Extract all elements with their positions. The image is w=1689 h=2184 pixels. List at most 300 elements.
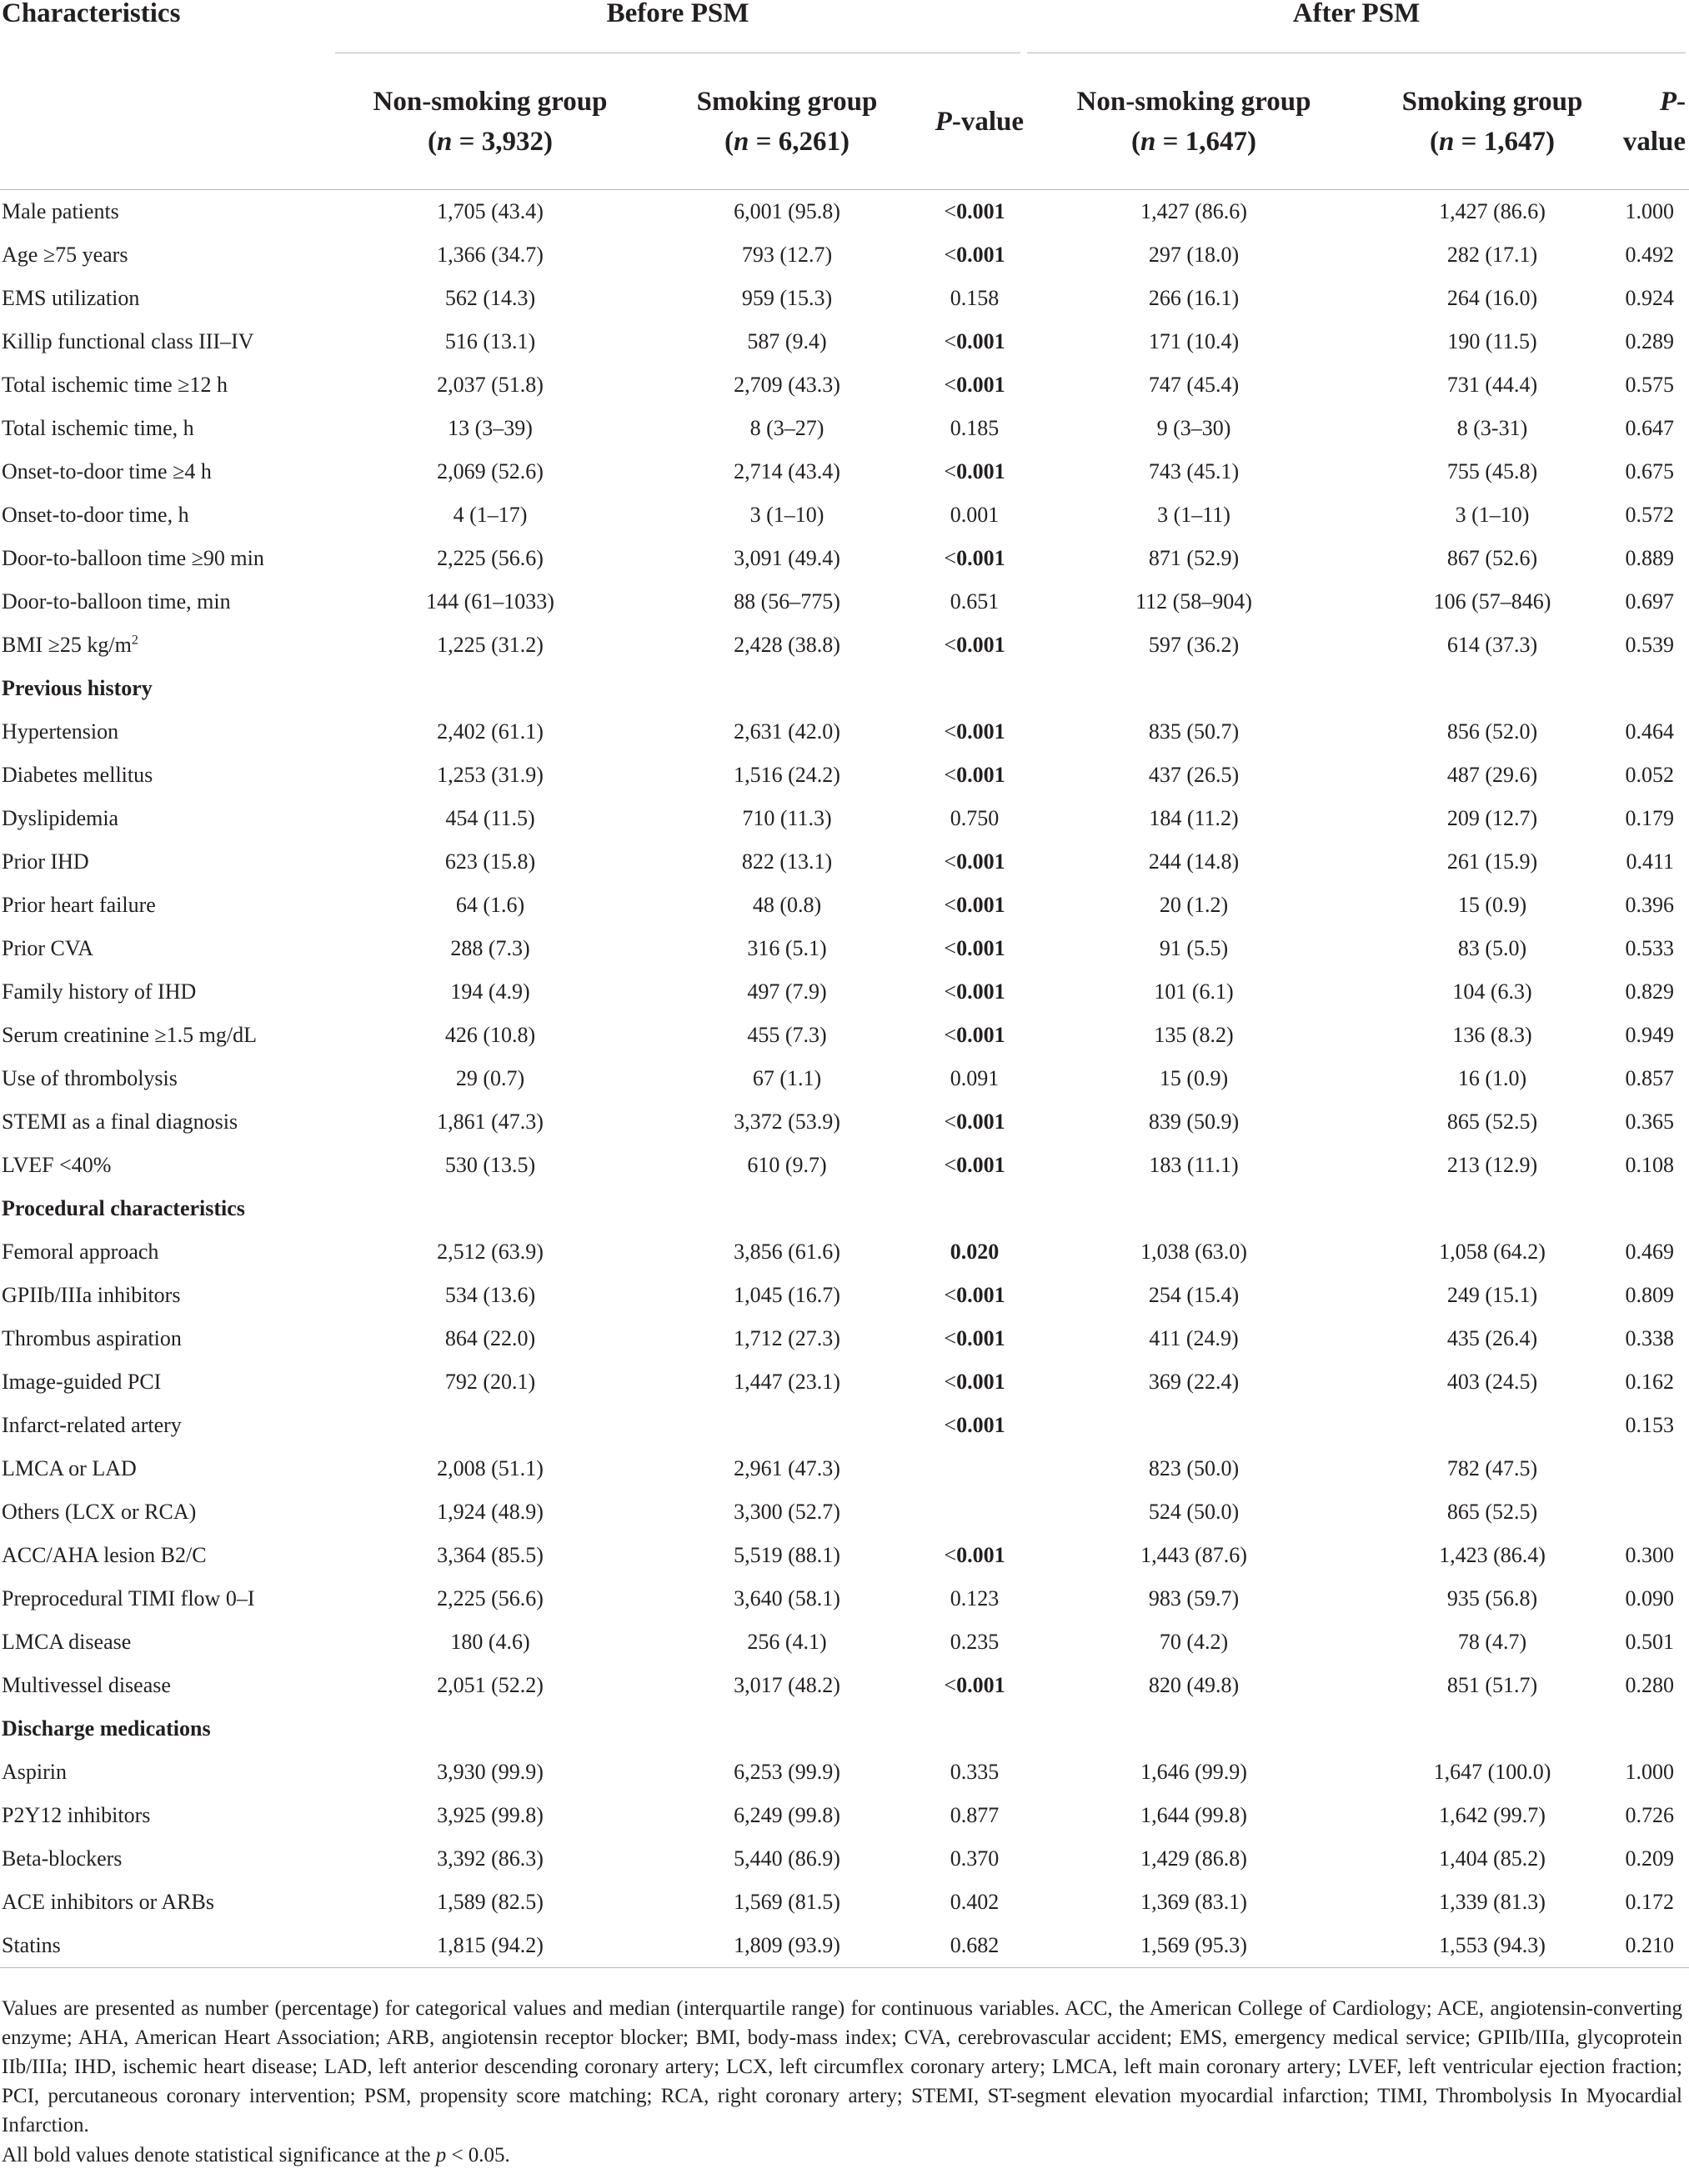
after-smoking-cell: 16 (1.0) [1457,1066,1527,1090]
empty-cell [1364,1187,1621,1230]
row-label: Prior IHD [2,849,89,874]
after-non-smoking-label: Non-smoking group [1076,86,1311,117]
before-non-smoking-cell: 623 (15.8) [444,849,536,874]
before-smoking-cell: 6,001 (95.8) [734,199,840,223]
table-row [0,1751,1689,1794]
after-p-value-cell: 0.829 [1625,979,1675,1004]
after-smoking-cell: 1,423 (86.4) [1439,1543,1546,1567]
before-p-value-cell: 0.370 [950,1846,1000,1871]
row-label: Killip functional class III–IV [2,329,254,353]
after-p-value-cell [1621,1490,1689,1534]
before-smoking-cell: 1,045 (16.7) [734,1283,840,1307]
after-non-smoking-cell: 597 (36.2) [1148,633,1240,657]
after-p-value-cell: 0.179 [1625,806,1675,830]
after-smoking-cell: 264 (16.0) [1446,286,1538,310]
after-p-value-cell: 0.052 [1625,763,1675,787]
after-smoking-cell: 935 (56.8) [1446,1586,1538,1610]
empty-cell [925,1187,1024,1230]
before-smoking-cell: 3,017 (48.2) [734,1673,840,1697]
after-p-value-cell: 0.501 [1625,1630,1675,1654]
section-label: Previous history [2,676,153,700]
empty-cell [649,1707,925,1751]
empty-cell [332,1707,649,1751]
before-p-value-cell: 0.750 [950,806,1000,830]
before-non-smoking-cell: 3,930 (99.9) [437,1760,544,1784]
table-row [0,1664,1689,1707]
after-smoking-cell: 1,647 (100.0) [1433,1760,1551,1784]
after-non-smoking-header [1024,35,1364,190]
before-p-value-cell: <0.001 [944,936,1005,960]
section-label: Discharge medications [2,1716,211,1741]
after-p-value-cell: 0.396 [1625,893,1675,917]
header-row-columns [0,35,1689,190]
after-non-smoking-cell: 171 (10.4) [1148,329,1240,353]
after-p-value-label: P-value [1622,86,1686,157]
header-blank [0,35,332,190]
after-p-value-cell: 0.162 [1625,1370,1675,1394]
before-p-value-cell: <0.001 [944,1023,1005,1047]
row-label: Door-to-balloon time, min [2,589,231,614]
before-non-smoking-cell: 562 (14.3) [444,286,536,310]
after-smoking-cell: 106 (57–846) [1433,589,1551,614]
after-p-value-cell: 0.647 [1625,416,1675,440]
after-p-value-cell: 0.209 [1625,1846,1675,1871]
after-non-smoking-cell: 91 (5.5) [1159,936,1229,960]
after-non-smoking-cell: 1,644 (99.8) [1140,1803,1247,1827]
before-p-value-cell: <0.001 [944,1370,1005,1394]
after-p-value-header [1621,35,1689,190]
before-non-smoking-cell: 2,069 (52.6) [437,459,544,483]
before-p-value-cell: <0.001 [944,199,1005,223]
before-non-smoking-cell: 180 (4.6) [450,1630,530,1654]
after-non-smoking-cell [1024,1404,1364,1447]
before-smoking-cell: 8 (3–27) [749,416,824,440]
before-smoking-cell: 455 (7.3) [747,1023,827,1047]
row-label: ACC/AHA lesion B2/C [2,1543,207,1567]
after-smoking-cell: 851 (51.7) [1446,1673,1538,1697]
row-label: Aspirin [2,1760,67,1784]
after-p-value-cell: 0.949 [1625,1023,1675,1047]
before-smoking-cell: 67 (1.1) [752,1066,822,1090]
after-non-smoking-cell: 266 (16.1) [1148,286,1240,310]
before-psm-label: Before PSM [606,0,749,28]
row-label: LMCA or LAD [2,1456,137,1480]
after-p-value-cell: 0.726 [1625,1803,1675,1827]
after-non-smoking-cell: 983 (59.7) [1148,1586,1240,1610]
before-p-value-cell: 0.123 [950,1586,1000,1610]
row-label: EMS utilization [2,286,140,310]
after-smoking-cell: 435 (26.4) [1446,1326,1538,1350]
empty-cell [1621,1187,1689,1230]
after-p-value-cell: 0.280 [1625,1673,1675,1697]
row-label: Beta-blockers [2,1846,123,1871]
empty-cell [1024,1707,1364,1751]
row-label: Onset-to-door time ≥4 h [2,459,212,483]
table-row [0,927,1689,970]
before-p-value-cell: <0.001 [944,1673,1005,1697]
table-row [0,363,1689,407]
before-non-smoking-cell: 454 (11.5) [445,806,535,830]
before-p-value-cell: 0.877 [950,1803,1000,1827]
after-p-value-cell: 0.108 [1625,1153,1675,1177]
before-non-smoking-cell: 2,512 (63.9) [437,1240,544,1264]
before-non-smoking-cell: 1,924 (48.9) [437,1500,544,1524]
row-label: Male patients [2,199,119,223]
after-smoking-cell: 261 (15.9) [1446,849,1538,874]
after-non-smoking-cell: 112 (58–904) [1135,589,1252,614]
after-smoking-cell: 213 (12.9) [1446,1153,1538,1177]
row-label: ACE inhibitors or ARBs [2,1890,214,1914]
after-smoking-cell: 867 (52.6) [1446,546,1538,570]
after-p-value-cell: 0.464 [1625,719,1675,744]
table-row [0,1317,1689,1360]
before-smoking-cell: 6,253 (99.9) [734,1760,840,1784]
after-p-value-cell: 0.533 [1625,936,1675,960]
table-row [0,710,1689,754]
after-p-value-cell: 0.889 [1625,546,1675,570]
empty-cell [332,1187,649,1230]
before-non-smoking-cell: 194 (4.9) [450,979,530,1004]
after-psm-header [1024,0,1689,35]
before-p-value-cell: 0.235 [950,1630,1000,1654]
row-label: Hypertension [2,719,119,744]
after-non-smoking-cell: 1,429 (86.8) [1140,1846,1247,1871]
after-p-value-cell: 0.172 [1625,1890,1675,1914]
after-smoking-cell: 865 (52.5) [1446,1110,1538,1134]
table-row [0,1534,1689,1577]
table-row [0,970,1689,1014]
row-label: Statins [2,1933,61,1957]
after-smoking-cell: 865 (52.5) [1446,1500,1538,1524]
after-non-smoking-cell: 1,369 (83.1) [1140,1890,1247,1914]
table-row [0,1577,1689,1620]
before-non-smoking-cell: 29 (0.7) [455,1066,525,1090]
table-row [0,754,1689,797]
row-label: Preprocedural TIMI flow 0–I [2,1586,255,1610]
before-p-value-cell: <0.001 [944,893,1005,917]
after-smoking-cell: 755 (45.8) [1446,459,1538,483]
before-smoking-label: Smoking group [696,86,878,117]
before-p-value-label: P-value [935,106,1024,137]
after-smoking-cell: 8 (3-31) [1456,416,1528,440]
before-smoking-cell: 1,447 (23.1) [734,1370,840,1394]
after-smoking-cell [1364,1404,1621,1447]
table-row [0,580,1689,624]
after-p-value-cell: 0.411 [1626,849,1675,874]
before-smoking-cell: 710 (11.3) [742,806,832,830]
after-non-smoking-cell: 1,646 (99.9) [1140,1760,1247,1784]
empty-cell [1024,1187,1364,1230]
before-p-value-cell: 0.402 [950,1890,1000,1914]
after-non-smoking-cell: 101 (6.1) [1154,979,1234,1004]
after-smoking-n: (n = 1,647) [1430,126,1555,157]
before-smoking-cell: 793 (12.7) [741,243,833,267]
row-label: Others (LCX or RCA) [2,1500,197,1524]
row-label: BMI ≥25 $kg/m^2$ [2,633,138,657]
after-p-value-cell: 0.857 [1625,1066,1675,1090]
after-p-value-cell: 0.338 [1625,1326,1675,1350]
before-smoking-cell: 2,631 (42.0) [734,719,840,744]
before-non-smoking-cell: 1,366 (34.7) [437,243,544,267]
row-label: Total ischemic time, h [2,416,194,440]
before-smoking-cell: 3,300 (52.7) [734,1500,840,1524]
after-p-value-cell: 0.300 [1625,1543,1675,1567]
after-p-value-cell: 0.210 [1625,1933,1675,1957]
table-row [0,1794,1689,1837]
after-smoking-cell: 403 (24.5) [1446,1370,1538,1394]
after-smoking-cell: 1,642 (99.7) [1439,1803,1546,1827]
before-non-smoking-header [332,35,649,190]
after-non-smoking-cell: 1,038 (63.0) [1140,1240,1247,1264]
after-smoking-cell: 856 (52.0) [1446,719,1538,744]
table-row [0,1057,1689,1100]
before-p-value-cell: <0.001 [944,1413,1005,1437]
after-p-value-cell: 0.090 [1625,1586,1675,1610]
row-label: Serum creatinine ≥1.5 mg/dL [2,1023,257,1047]
before-smoking-cell: 2,709 (43.3) [734,373,840,397]
after-non-smoking-cell: 15 (0.9) [1159,1066,1229,1090]
before-psm-header [332,0,1024,35]
after-smoking-cell: 209 (12.7) [1446,806,1538,830]
table-row [0,1924,1689,1968]
before-non-smoking-cell: 516 (13.1) [444,329,536,353]
before-smoking-cell: 2,428 (38.8) [734,633,840,657]
after-p-value-cell: 0.924 [1625,286,1675,310]
before-p-value-cell: 0.020 [950,1240,1000,1264]
before-p-value-cell: <0.001 [944,459,1005,483]
before-non-smoking-cell: 3,364 (85.5) [437,1543,544,1567]
after-smoking-cell: 83 (5.0) [1457,936,1527,960]
after-non-smoking-cell: 437 (26.5) [1148,763,1240,787]
before-non-smoking-cell: 2,225 (56.6) [437,546,544,570]
empty-cell [1024,667,1364,710]
row-label: Use of thrombolysis [2,1066,178,1090]
row-label: Thrombus aspiration [2,1326,182,1350]
table-row [0,1490,1689,1534]
row-label: P2Y12 inhibitors [2,1803,151,1827]
before-smoking-cell: 6,249 (99.8) [734,1803,840,1827]
before-non-smoking-cell: 64 (1.6) [455,893,525,917]
before-p-value-cell: 0.651 [950,589,1000,614]
after-non-smoking-cell: 254 (15.4) [1148,1283,1240,1307]
after-non-smoking-cell: 1,569 (95.3) [1140,1933,1247,1957]
before-non-smoking-cell: 792 (20.1) [444,1370,536,1394]
after-p-value-cell: 0.153 [1625,1413,1675,1437]
before-p-value-cell: 0.185 [950,416,1000,440]
before-non-smoking-cell: 1,861 (47.3) [437,1110,544,1134]
before-non-smoking-cell: 426 (10.8) [444,1023,536,1047]
after-non-smoking-cell: 747 (45.4) [1148,373,1240,397]
before-p-value-cell: <0.001 [944,1543,1005,1567]
section-label: Procedural characteristics [2,1196,245,1220]
before-p-value-cell: 0.091 [950,1066,1000,1090]
before-smoking-cell: 316 (5.1) [747,936,827,960]
header-row-groups [0,0,1689,35]
row-label: Prior CVA [2,936,94,960]
before-p-value-cell: <0.001 [944,633,1005,657]
footnote: Values are presented as number (percentage) for categorical values and median (interquartile range) for continuous variables. ACC, the American College of Cardiology; ACE, angiotensin-converting enzyme; AHA, American Heart Association; ARB, angiotensin receptor blocker; BMI, body-mass index; CVA, cerebrovascular accident; EMS, emergency medical service; GPIIb/IIIa, glycoprotein IIb/IIIa; IHD, ischemic heart disease; LAD, left anterior descending coronary artery; LCX, left circumflex coronary artery; LMCA, left main coronary artery; LVEF, left ventricular ejection fraction; PCI, percutaneous coronary intervention; PSM, propensity score matching; RCA, right coronary artery; STEMI, ST-segment elevation myocardial infarction; TIMI, Thrombolysis In Myocardial Infarction. [2,1997,1682,2136]
table-row [0,450,1689,493]
table-row [0,1404,1689,1447]
after-non-smoking-cell: 1,443 (87.6) [1140,1543,1247,1567]
before-smoking-cell: 822 (13.1) [741,849,833,874]
after-non-smoking-n: (n = 1,647) [1131,126,1256,157]
row-label: LVEF <40% [2,1153,112,1177]
before-p-value-cell: <0.001 [944,373,1005,397]
empty-cell [332,667,649,710]
after-smoking-cell: 15 (0.9) [1457,893,1527,917]
after-smoking-cell: 78 (4.7) [1457,1630,1527,1654]
table-row [0,277,1689,320]
before-smoking-cell: 2,714 (43.4) [734,459,840,483]
empty-cell [1364,667,1621,710]
before-p-value-cell: <0.001 [944,1283,1005,1307]
before-non-smoking-cell: 534 (13.6) [444,1283,536,1307]
before-non-smoking-cell: 4 (1–17) [453,503,528,527]
before-smoking-header [649,35,925,190]
before-p-value-cell: <0.001 [944,849,1005,874]
before-p-value-cell: 0.001 [950,503,1000,527]
table-row [0,797,1689,840]
after-smoking-cell: 731 (44.4) [1446,373,1538,397]
after-p-value-cell: 0.539 [1625,633,1675,657]
before-smoking-cell: 610 (9.7) [747,1153,827,1177]
after-smoking-cell: 614 (37.3) [1446,633,1538,657]
before-non-smoking-cell: 1,225 (31.2) [437,633,544,657]
after-non-smoking-cell: 183 (11.1) [1149,1153,1239,1177]
before-non-smoking-n: (n = 3,932) [428,126,553,157]
row-label: Dyslipidemia [2,806,119,830]
section-row [0,1187,1689,1230]
table-row [0,1014,1689,1057]
section-row [0,1707,1689,1751]
before-non-smoking-cell: 2,008 (51.1) [437,1456,544,1480]
after-smoking-cell: 487 (29.6) [1446,763,1538,787]
table-row [0,1881,1689,1924]
row-label: STEMI as a final diagnosis [2,1110,238,1134]
before-p-value-cell: 0.682 [950,1933,1000,1957]
table-row [0,1447,1689,1490]
after-non-smoking-cell: 1,427 (86.6) [1140,199,1247,223]
after-smoking-cell: 249 (15.1) [1446,1283,1538,1307]
before-p-value-cell: <0.001 [944,1153,1005,1177]
table-row [0,1144,1689,1187]
before-smoking-cell: 3,372 (53.9) [734,1110,840,1134]
table-row [0,320,1689,363]
before-smoking-cell: 88 (56–775) [734,589,840,614]
before-smoking-cell: 2,961 (47.3) [734,1456,840,1480]
before-smoking-cell: 959 (15.3) [741,286,833,310]
table-row [0,537,1689,580]
before-p-value-cell: 0.335 [950,1760,1000,1784]
empty-cell [925,1707,1024,1751]
section-row [0,667,1689,710]
after-p-value-cell: 0.289 [1625,329,1675,353]
before-non-smoking-cell: 2,051 (52.2) [437,1673,544,1697]
after-smoking-cell: 1,058 (64.2) [1439,1240,1546,1264]
before-non-smoking-cell: 1,705 (43.4) [437,199,544,223]
after-smoking-cell: 3 (1–10) [1455,503,1530,527]
table-row [0,407,1689,450]
after-psm-label: After PSM [1292,0,1421,28]
footnote-significance: All bold values denote statistical significance at the p < 0.05. [2,2144,510,2166]
after-non-smoking-cell: 3 (1–11) [1157,503,1230,527]
before-smoking-n: (n = 6,261) [724,126,850,157]
before-non-smoking-cell [332,1404,649,1447]
empty-cell [1621,667,1689,710]
after-non-smoking-cell: 297 (18.0) [1148,243,1240,267]
before-p-value-cell [925,1447,1024,1490]
before-non-smoking-cell: 1,253 (31.9) [437,763,544,787]
after-p-value-cell [1621,1447,1689,1490]
after-non-smoking-cell: 9 (3–30) [1156,416,1231,440]
before-non-smoking-cell: 1,589 (82.5) [437,1890,544,1914]
row-label: Age ≥75 years [2,243,128,267]
after-non-smoking-cell: 411 (24.9) [1149,1326,1239,1350]
before-non-smoking-cell: 288 (7.3) [450,936,530,960]
after-non-smoking-cell: 184 (11.2) [1149,806,1239,830]
after-non-smoking-cell: 835 (50.7) [1148,719,1240,744]
row-label: Onset-to-door time, h [2,503,189,527]
before-p-value-cell: <0.001 [944,1110,1005,1134]
before-smoking-cell: 497 (7.9) [747,979,827,1004]
after-non-smoking-cell: 369 (22.4) [1148,1370,1240,1394]
before-non-smoking-cell: 1,815 (94.2) [437,1933,544,1957]
row-label: GPIIb/IIIa inhibitors [2,1283,181,1307]
empty-cell [649,667,925,710]
before-p-value-cell: <0.001 [944,1326,1005,1350]
before-p-value-cell: <0.001 [944,763,1005,787]
after-non-smoking-cell: 839 (50.9) [1148,1110,1240,1134]
after-p-value-cell: 0.365 [1625,1110,1675,1134]
after-smoking-cell: 1,404 (85.2) [1439,1846,1546,1871]
after-smoking-cell: 1,427 (86.6) [1439,199,1546,223]
before-smoking-cell: 48 (0.8) [752,893,822,917]
before-smoking-cell: 3,856 (61.6) [734,1240,840,1264]
empty-cell [1364,1707,1621,1751]
before-non-smoking-cell: 530 (13.5) [444,1153,536,1177]
table-row [0,1837,1689,1881]
after-p-value-cell: 0.492 [1625,243,1675,267]
row-label: Door-to-balloon time ≥90 min [2,546,264,570]
after-smoking-cell: 1,339 (81.3) [1439,1890,1546,1914]
table-row [0,840,1689,884]
before-non-smoking-cell: 2,402 (61.1) [437,719,544,744]
before-p-value-cell: <0.001 [944,719,1005,744]
after-non-smoking-cell: 524 (50.0) [1148,1500,1240,1524]
after-p-value-cell: 0.675 [1625,459,1675,483]
before-non-smoking-cell: 864 (22.0) [444,1326,536,1350]
empty-cell [925,667,1024,710]
before-non-smoking-cell: 3,925 (99.8) [437,1803,544,1827]
after-non-smoking-cell: 20 (1.2) [1159,893,1229,917]
before-smoking-cell: 5,519 (88.1) [734,1543,840,1567]
before-non-smoking-cell: 2,225 (56.6) [437,1586,544,1610]
after-smoking-cell: 190 (11.5) [1447,329,1537,353]
after-smoking-cell: 1,553 (94.3) [1439,1933,1546,1957]
before-smoking-cell: 3,640 (58.1) [734,1586,840,1610]
after-non-smoking-cell: 743 (45.1) [1148,459,1240,483]
after-p-value-cell: 0.572 [1625,503,1675,527]
before-non-smoking-cell: 13 (3–39) [448,416,533,440]
before-p-value-header [925,35,1024,190]
before-p-value-cell: <0.001 [944,243,1005,267]
before-smoking-cell [649,1404,925,1447]
before-smoking-cell: 1,516 (24.2) [734,763,840,787]
after-non-smoking-cell: 244 (14.8) [1148,849,1240,874]
after-smoking-cell: 104 (6.3) [1452,979,1532,1004]
after-smoking-cell: 136 (8.3) [1452,1023,1532,1047]
